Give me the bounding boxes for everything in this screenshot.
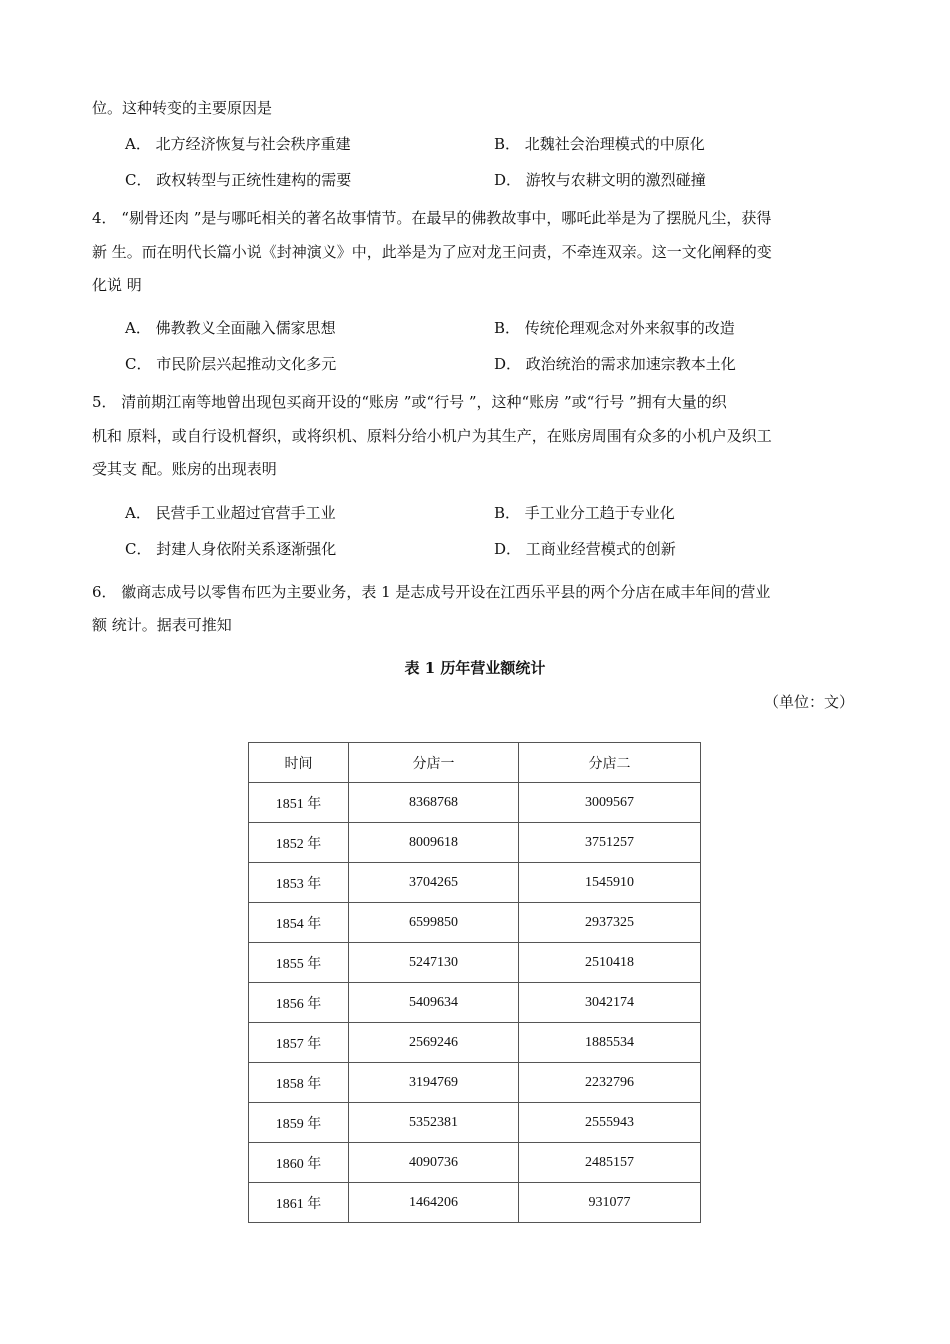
q3-option-d: D． 游牧与农耕文明的激烈碰撞 — [494, 171, 706, 189]
table-row — [249, 1023, 701, 1063]
q4-option-c: C． 市民阶层兴起推动文化多元 — [125, 355, 337, 373]
table-row — [249, 1183, 701, 1223]
cell-branch-1: 4090736 — [349, 1143, 519, 1183]
cell-year: 1859 年 — [249, 1103, 349, 1143]
cell-branch-1: 5352381 — [349, 1103, 519, 1143]
cell-branch-2: 1885534 — [519, 1023, 701, 1063]
cell-year: 1857 年 — [249, 1023, 349, 1063]
q3-option-a: A． 北方经济恢复与社会秩序重建 — [125, 135, 351, 153]
q5-stem-line-1: 5． 清前期江南等地曾出现包买商开设的“账房 ”或“行号 ”，这种“账房 ”或“行号 ”拥有大量的织 — [92, 393, 727, 411]
table-caption: 表 1 历年营业额统计 — [404, 659, 546, 677]
q6-stem-line-2: 额 统计。据表可推知 — [92, 616, 232, 634]
q3-option-c: C． 政权转型与正统性建构的需要 — [125, 171, 352, 189]
cell-branch-1: 5247130 — [349, 943, 519, 983]
q5-stem-line-3: 受其支 配。账房的出现表明 — [92, 460, 277, 478]
q4-option-b: B． 传统伦理观念对外来叙事的改造 — [494, 319, 735, 337]
header-branch-2: 分店二 — [519, 743, 701, 783]
cell-year: 1858 年 — [249, 1063, 349, 1103]
table-row — [249, 903, 701, 943]
q4-stem-line-2: 新 生。而在明代长篇小说《封神演义》中，此举是为了应对龙王问责，不牵连双亲。这一文化阐释的变 — [92, 243, 772, 261]
cell-year: 1852 年 — [249, 823, 349, 863]
cell-branch-2: 2232796 — [519, 1063, 701, 1103]
header-time: 时间 — [249, 743, 349, 783]
table-row — [249, 1063, 701, 1103]
q6-stem-line-1 — [92, 582, 770, 602]
q6-stem-pre: 6． 徽商志成号以零售布匹为主要业务，表 1 是志成号开设在 — [92, 583, 501, 601]
q4-option-a: A． 佛教教义全面融入儒家思想 — [125, 319, 336, 337]
cell-year: 1851 年 — [249, 783, 349, 823]
table-header-row — [249, 743, 701, 783]
table-row — [249, 863, 701, 903]
cell-branch-1: 1464206 — [349, 1183, 519, 1223]
table-row — [249, 823, 701, 863]
cell-branch-2: 2510418 — [519, 943, 701, 983]
cell-branch-1: 3704265 — [349, 863, 519, 903]
q3-stem-tail: 位。这种转变的主要原因是 — [92, 99, 273, 117]
q4-option-d: D． 政治统治的需求加速宗教本土化 — [494, 355, 736, 373]
table-row — [249, 983, 701, 1023]
cell-year: 1861 年 — [249, 1183, 349, 1223]
cell-branch-1: 5409634 — [349, 983, 519, 1023]
cell-year: 1853 年 — [249, 863, 349, 903]
cell-branch-2: 1545910 — [519, 863, 701, 903]
cell-year: 1855 年 — [249, 943, 349, 983]
q6-stem-highlight: 江西乐平县的两个 — [500, 583, 621, 601]
header-branch-1: 分店一 — [349, 743, 519, 783]
cell-year: 1860 年 — [249, 1143, 349, 1183]
cell-branch-2: 931077 — [519, 1183, 701, 1223]
cell-branch-2: 2937325 — [519, 903, 701, 943]
cell-branch-2: 3009567 — [519, 783, 701, 823]
q5-stem-line-2: 机和 原料，或自行设机督织，或将织机、原料分给小机户为其生产，在账房周围有众多的小机户及织工 — [92, 427, 772, 445]
q6-stem-post: 分店在咸丰年间的营业 — [620, 583, 771, 601]
cell-branch-2: 3042174 — [519, 983, 701, 1023]
q5-option-a: A． 民营手工业超过官营手工业 — [125, 504, 336, 522]
cell-year: 1856 年 — [249, 983, 349, 1023]
q5-option-d: D． 工商业经营模式的创新 — [494, 540, 676, 558]
cell-branch-1: 8009618 — [349, 823, 519, 863]
cell-branch-2: 2485157 — [519, 1143, 701, 1183]
table-unit: （单位：文） — [763, 693, 854, 711]
cell-branch-2: 2555943 — [519, 1103, 701, 1143]
table-row — [249, 1103, 701, 1143]
cell-branch-1: 8368768 — [349, 783, 519, 823]
revenue-table — [248, 742, 701, 1223]
q5-option-b: B． 手工业分工趋于专业化 — [494, 504, 675, 522]
table-row — [249, 1143, 701, 1183]
q5-option-c: C． 封建人身依附关系逐渐强化 — [125, 540, 337, 558]
table-row — [249, 943, 701, 983]
q3-option-b: B． 北魏社会治理模式的中原化 — [494, 135, 705, 153]
cell-branch-2: 3751257 — [519, 823, 701, 863]
cell-branch-1: 2569246 — [349, 1023, 519, 1063]
q4-stem-line-1: 4． “剔骨还肉 ”是与哪吒相关的著名故事情节。在最早的佛教故事中，哪吒此举是为了摆脱凡尘，获得 — [92, 209, 772, 227]
cell-branch-1: 6599850 — [349, 903, 519, 943]
cell-year: 1854 年 — [249, 903, 349, 943]
table-row — [249, 783, 701, 823]
cell-branch-1: 3194769 — [349, 1063, 519, 1103]
q4-stem-line-3: 化说 明 — [92, 276, 142, 294]
